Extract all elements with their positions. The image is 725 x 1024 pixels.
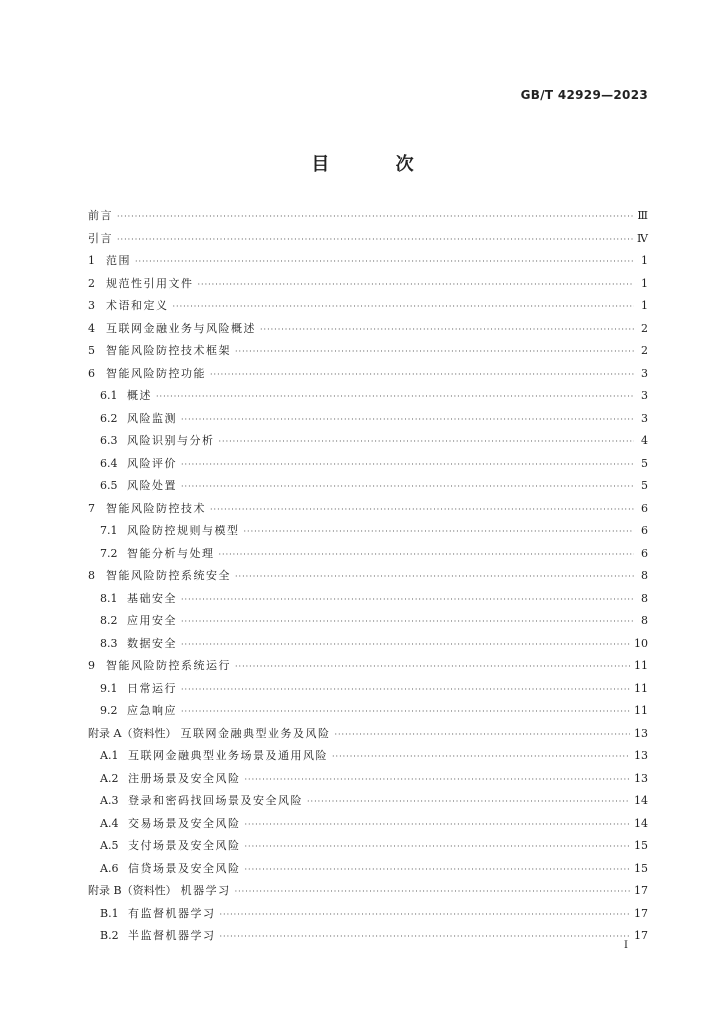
toc-entry-number: A.5 xyxy=(100,839,119,852)
toc-dot-leader xyxy=(219,550,635,559)
toc-entry-number: 6.3 xyxy=(100,434,118,447)
toc-entry[interactable] xyxy=(88,230,648,253)
toc-entry-page: 11 xyxy=(634,681,648,695)
toc-entry-label: 注册场景及安全风险 xyxy=(128,771,241,785)
toc-entry[interactable] xyxy=(88,567,648,590)
toc-entry-label: 互联网金融业务与风险概述 xyxy=(106,321,256,335)
toc-entry-page: 13 xyxy=(634,771,648,785)
toc-entry-page: 13 xyxy=(634,726,648,740)
toc-entry-page: 6 xyxy=(641,546,648,560)
toc-entry[interactable] xyxy=(88,432,648,455)
toc-entry[interactable] xyxy=(88,590,648,613)
toc-entry-label: 信贷场景及安全风险 xyxy=(128,861,241,875)
toc-entry-number: 7.1 xyxy=(100,524,118,537)
toc-entry[interactable] xyxy=(88,635,648,658)
toc-dot-leader xyxy=(235,572,634,581)
toc-entry-label: 日常运行 xyxy=(127,681,177,695)
toc-entry-page: 11 xyxy=(634,704,648,717)
toc-entry-label: 应急响应 xyxy=(127,704,177,717)
toc-dot-leader xyxy=(235,887,630,896)
toc-entry-number: 附录 A（资料性） xyxy=(88,726,177,740)
toc-dot-leader xyxy=(181,707,630,716)
toc-entry-label: 智能分析与处理 xyxy=(127,546,215,560)
toc-entry-number: 6.1 xyxy=(100,389,118,402)
toc-dot-leader xyxy=(210,505,634,514)
toc-entry-page: 8 xyxy=(641,569,648,582)
toc-entry[interactable] xyxy=(88,252,648,275)
toc-entry-page: 17 xyxy=(634,884,648,897)
toc-entry-number: 5 xyxy=(88,344,95,357)
toc-entry-page: 13 xyxy=(634,749,648,762)
toc-entry[interactable] xyxy=(88,815,648,838)
toc-dot-leader xyxy=(245,865,631,874)
toc-entry-page: 3 xyxy=(641,366,648,380)
toc-entry[interactable] xyxy=(88,387,648,410)
toc-entry[interactable] xyxy=(88,297,648,320)
toc-entry-number: B.2 xyxy=(100,929,119,942)
toc-entry-page: 4 xyxy=(641,434,648,447)
toc-entry-page: 1 xyxy=(641,299,648,312)
toc-dot-leader xyxy=(235,347,634,356)
toc-entry-page: 5 xyxy=(641,456,648,470)
toc-entry-label: 智能风险防控系统安全 xyxy=(106,569,231,582)
toc-entry-label: 智能风险防控系统运行 xyxy=(106,659,231,672)
toc-entry-page: 3 xyxy=(641,389,648,402)
toc-dot-leader xyxy=(334,730,630,739)
toc-entry-label: 登录和密码找回场景及安全风险 xyxy=(128,794,303,807)
toc-entry-number: 8.3 xyxy=(100,636,118,650)
toc-entry-number: 2 xyxy=(88,276,95,290)
toc-entry-page: 14 xyxy=(634,794,648,807)
table-of-contents xyxy=(88,207,648,950)
toc-entry-number: 4 xyxy=(88,321,95,335)
toc-entry-label: 风险识别与分析 xyxy=(127,434,215,447)
toc-entry-label: 规范性引用文件 xyxy=(106,276,194,290)
toc-entry[interactable] xyxy=(88,657,648,680)
toc-dot-leader xyxy=(173,302,635,311)
page-folio: I xyxy=(624,940,628,951)
toc-entry-number: 6.4 xyxy=(100,456,118,470)
toc-entry[interactable] xyxy=(88,612,648,635)
toc-dot-leader xyxy=(307,797,630,806)
toc-entry-number: 9.2 xyxy=(100,704,118,717)
toc-entry-page: 1 xyxy=(641,276,648,290)
toc-entry[interactable] xyxy=(88,702,648,725)
toc-dot-leader xyxy=(260,325,634,334)
toc-entry-label: 应用安全 xyxy=(127,614,177,627)
toc-entry-number: 8.1 xyxy=(100,591,118,605)
toc-entry-label: 风险防控规则与模型 xyxy=(127,524,240,537)
toc-entry-number: 附录 B（资料性） xyxy=(88,884,177,897)
toc-entry-number: 6.5 xyxy=(100,479,118,492)
toc-entry-number: 8 xyxy=(88,569,95,582)
toc-dot-leader xyxy=(117,212,633,221)
toc-entry[interactable] xyxy=(88,927,648,950)
toc-dot-leader xyxy=(220,932,631,941)
toc-entry-label: 智能风险防控功能 xyxy=(106,366,206,380)
toc-entry-label: 范围 xyxy=(106,254,131,267)
toc-entry-page: 14 xyxy=(634,816,648,830)
toc-entry-label: 基础安全 xyxy=(127,591,177,605)
toc-entry[interactable] xyxy=(88,365,648,388)
toc-entry-label: 智能风险防控技术框架 xyxy=(106,344,231,357)
toc-entry-label: 互联网金融典型业务场景及通用风险 xyxy=(128,749,328,762)
toc-entry[interactable] xyxy=(88,455,648,478)
toc-dot-leader xyxy=(135,257,634,266)
toc-entry-page: 8 xyxy=(641,614,648,627)
toc-entry-page: 3 xyxy=(641,411,648,425)
toc-entry-number: A.1 xyxy=(100,749,119,762)
toc-entry[interactable] xyxy=(88,275,648,298)
toc-dot-leader xyxy=(245,775,631,784)
toc-entry-page: 2 xyxy=(641,321,648,335)
toc-dot-leader xyxy=(181,617,634,626)
toc-dot-leader xyxy=(181,460,634,469)
toc-entry-label: 有监督机器学习 xyxy=(128,906,216,920)
toc-entry-page: Ⅲ xyxy=(637,209,648,222)
toc-entry-label: 术语和定义 xyxy=(106,299,169,312)
toc-entry-number: 7 xyxy=(88,501,95,515)
toc-dot-leader xyxy=(181,685,630,694)
toc-dot-leader xyxy=(220,910,631,919)
toc-entry-label: 风险处置 xyxy=(127,479,177,492)
toc-entry-page: Ⅳ xyxy=(637,231,648,245)
toc-entry-label: 概述 xyxy=(127,389,152,402)
toc-entry-page: 8 xyxy=(641,591,648,605)
toc-entry-number: 9.1 xyxy=(100,681,118,695)
toc-entry[interactable] xyxy=(88,410,648,433)
toc-entry[interactable] xyxy=(88,522,648,545)
toc-entry[interactable] xyxy=(88,207,648,230)
toc-entry[interactable] xyxy=(88,770,648,793)
toc-entry-page: 15 xyxy=(634,839,648,852)
toc-entry-page: 15 xyxy=(634,861,648,875)
toc-entry[interactable] xyxy=(88,837,648,860)
toc-entry-label: 引言 xyxy=(88,231,113,245)
toc-entry-label: 智能风险防控技术 xyxy=(106,501,206,515)
toc-dot-leader xyxy=(198,280,635,289)
toc-entry-number: A.6 xyxy=(100,861,119,875)
toc-dot-leader xyxy=(156,392,634,401)
toc-entry-number: 9 xyxy=(88,659,95,672)
toc-entry-number: 1 xyxy=(88,254,95,267)
toc-entry-label: 半监督机器学习 xyxy=(128,929,216,942)
toc-entry[interactable] xyxy=(88,320,648,343)
toc-dot-leader xyxy=(181,415,634,424)
toc-entry-label: 数据安全 xyxy=(127,636,177,650)
toc-entry-label: 风险监测 xyxy=(127,411,177,425)
toc-dot-leader xyxy=(219,437,635,446)
toc-entry-label: 互联网金融典型业务及风险 xyxy=(180,726,331,740)
toc-entry-label: 风险评价 xyxy=(127,456,177,470)
toc-entry-page: 17 xyxy=(634,906,648,920)
toc-entry-page: 6 xyxy=(641,524,648,537)
toc-entry-number: 8.2 xyxy=(100,614,118,627)
toc-entry-number: B.1 xyxy=(100,906,119,920)
toc-dot-leader xyxy=(332,752,630,761)
toc-entry[interactable] xyxy=(88,792,648,815)
toc-dot-leader xyxy=(210,370,634,379)
toc-dot-leader xyxy=(244,527,635,536)
toc-title: 目 次 xyxy=(311,154,444,175)
toc-entry-number: A.3 xyxy=(100,794,119,807)
toc-dot-leader xyxy=(245,842,631,851)
toc-entry-page: 17 xyxy=(634,929,648,942)
toc-entry-label: 支付场景及安全风险 xyxy=(128,839,241,852)
toc-dot-leader xyxy=(181,595,634,604)
toc-entry-page: 6 xyxy=(641,501,648,515)
toc-dot-leader xyxy=(245,820,631,829)
toc-entry-page: 5 xyxy=(641,479,648,492)
toc-entry-number: 7.2 xyxy=(100,546,118,560)
toc-entry-page: 1 xyxy=(641,254,648,267)
toc-entry-number: 6.2 xyxy=(100,411,118,425)
toc-entry[interactable] xyxy=(88,747,648,770)
toc-entry[interactable] xyxy=(88,342,648,365)
toc-entry[interactable] xyxy=(88,545,648,568)
toc-entry[interactable] xyxy=(88,680,648,703)
toc-entry[interactable] xyxy=(88,905,648,928)
toc-entry-page: 10 xyxy=(634,636,648,650)
toc-entry[interactable] xyxy=(88,500,648,523)
toc-dot-leader xyxy=(181,482,634,491)
toc-entry-number: 3 xyxy=(88,299,95,312)
toc-dot-leader xyxy=(181,640,630,649)
toc-entry-page: 2 xyxy=(641,344,648,357)
toc-entry-number: A.2 xyxy=(100,771,119,785)
toc-entry-page: 11 xyxy=(634,659,648,672)
toc-entry-label: 机器学习 xyxy=(180,884,231,897)
toc-entry[interactable] xyxy=(88,882,648,905)
toc-entry[interactable] xyxy=(88,477,648,500)
toc-entry[interactable] xyxy=(88,860,648,883)
toc-dot-leader xyxy=(235,662,630,671)
toc-dot-leader xyxy=(117,235,633,244)
toc-entry-number: A.4 xyxy=(100,816,119,830)
toc-entry[interactable] xyxy=(88,725,648,748)
toc-entry-label: 交易场景及安全风险 xyxy=(128,816,241,830)
toc-entry-label: 前言 xyxy=(88,209,113,222)
standard-code: GB/T 42929—2023 xyxy=(520,88,648,102)
toc-entry-number: 6 xyxy=(88,366,95,380)
